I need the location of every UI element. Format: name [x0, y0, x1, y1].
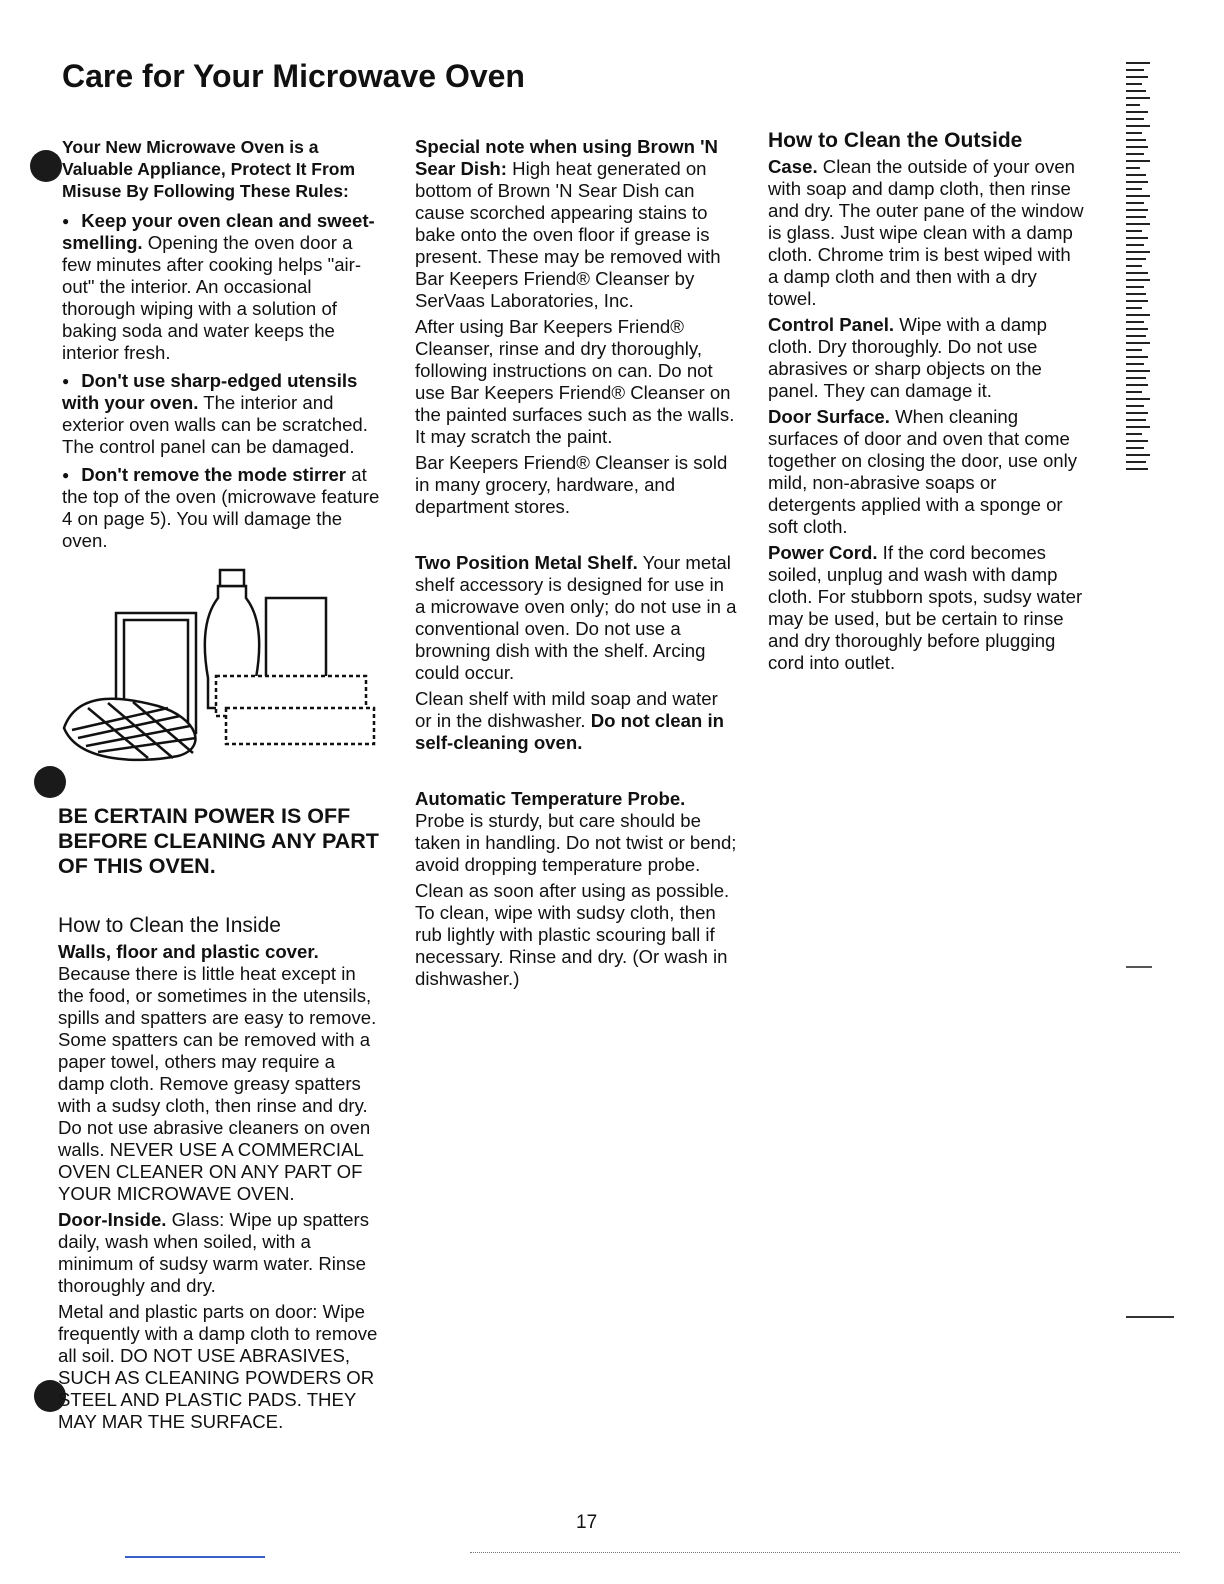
brown-n-sear-paragraph: Special note when using Brown 'N Sear Dish: High heat generated on bottom of Brown 'N Sear Dish can cause scorched appearing stains to bake onto the oven floor if grease is present. These may be removed with Bar Keepers Friend® Cleanser by SerVaas Laboratories, Inc. [415, 136, 721, 311]
probe-clean-paragraph: Clean as soon after using as possible. To clean, wipe with sudsy cloth, then rub lightly with plastic scouring ball if necessary. Rinse and dry. (Or wash in dishwasher.) [415, 880, 730, 989]
rule-item: ● Don't remove the mode stirrer at the top of the oven (microwave feature 4 on page 5). You will damage the oven. [62, 464, 380, 552]
door-surface-paragraph: Door Surface. When cleaning surfaces of door and oven that come together on closing the door, use only mild, non-abrasive soaps or detergents applied with a sponge or soft cloth. [768, 406, 1078, 537]
walls-paragraph: Walls, floor and plastic cover. Because there is little heat except in the food, or sometimes in the utensils, spills and spatters are easy to remove. Some spatters can be removed with a paper towel, others may require a damp cloth. Remove greasy spatters with a sudsy cloth, then rinse and dry. Do not use abrasive cleaners on oven walls. NEVER USE A COMMERCIAL OVEN CLEANER ON ANY PART OF YOUR MICROWAVE OVEN. [58, 941, 377, 1204]
bottom-scan-line [470, 1552, 1180, 1554]
rule-item: ● Keep your oven clean and sweet-smelling. Opening the oven door a few minutes after cooking helps "air-out" the interior. An occasional thorough wiping with a solution of baking soda and water keeps the interior fresh. [62, 210, 380, 364]
inside-heading: How to Clean the Inside [58, 914, 281, 937]
cleaning-supplies-illustration [58, 558, 378, 768]
page-number: 17 [576, 1512, 598, 1533]
punch-hole-middle [34, 766, 66, 798]
punch-hole-top [30, 150, 62, 182]
page-title: Care for Your Microwave Oven [62, 58, 525, 94]
edge-dash [1126, 966, 1152, 968]
control-panel-paragraph: Control Panel. Wipe with a damp cloth. Dry thoroughly. Do not use abrasives or sharp objects on the panel. They can damage it. [768, 314, 1047, 401]
shelf-clean-paragraph: Clean shelf with mild soap and water or in the dishwasher. Do not clean in self-cleaning oven. [415, 688, 724, 753]
column-left [62, 136, 380, 558]
edge-dash [1126, 1316, 1174, 1318]
intro-heading: Your New Microwave Oven is a Valuable Appliance, Protect It From Misuse By Following These Rules: [62, 137, 356, 201]
after-using-paragraph: After using Bar Keepers Friend® Cleanser, rinse and dry thoroughly, following instructions on can. Do not use Bar Keepers Friend® Cleanser on the painted surfaces such as the walls. It may scratch the paint. [415, 316, 735, 447]
rule-item: ● Don't use sharp-edged utensils with your oven. The interior and exterior oven walls can be scratched. The control panel can be damaged. [62, 370, 380, 458]
power-warning: BE CERTAIN POWER IS OFF BEFORE CLEANING ANY PART OF THIS OVEN. [58, 804, 379, 878]
case-paragraph: Case. Clean the outside of your oven with soap and damp cloth, then rinse and dry. The outer pane of the window is glass. Just wipe clean with a damp cloth. Chrome trim is best wiped with a damp cloth and then with a dry towel. [768, 156, 1084, 309]
scan-edge-marks [1126, 62, 1152, 475]
power-cord-paragraph: Power Cord. If the cord becomes soiled, unplug and wash with damp cloth. For stubborn spots, sudsy water may be used, but be certain to rinse and dry thoroughly before plugging cord into outlet. [768, 542, 1083, 673]
probe-paragraph: Probe is sturdy, but care should be taken in handling. Do not twist or bend; avoid dropping temperature probe. [415, 810, 737, 875]
column-middle [415, 136, 737, 994]
rules-list [62, 210, 380, 552]
metal-parts-paragraph: Metal and plastic parts on door: Wipe frequently with a damp cloth to remove all soil. DO NOT USE ABRASIVES, SUCH AS CLEANING POWDERS OR STEEL AND PLASTIC PADS. THEY MAY MAR THE SURFACE. [58, 1301, 378, 1432]
probe-heading: Automatic Temperature Probe. [415, 788, 686, 809]
door-inside-paragraph: Door-Inside. Glass: Wipe up spatters daily, wash when soiled, with a minimum of sudsy warm water. Rinse thoroughly and dry. [58, 1209, 370, 1296]
column-left-lower [58, 804, 380, 1437]
sold-paragraph: Bar Keepers Friend® Cleanser is sold in many grocery, hardware, and department stores. [415, 452, 728, 517]
bottom-scan-line [125, 1556, 265, 1558]
outside-heading: How to Clean the Outside [768, 129, 1023, 152]
column-right [768, 130, 1086, 678]
metal-shelf-paragraph: Two Position Metal Shelf. Your metal shelf accessory is designed for use in a microwave oven only; do not use in a conventional oven. Do not use a browning dish with the shelf. Arcing could occur. [415, 552, 737, 683]
